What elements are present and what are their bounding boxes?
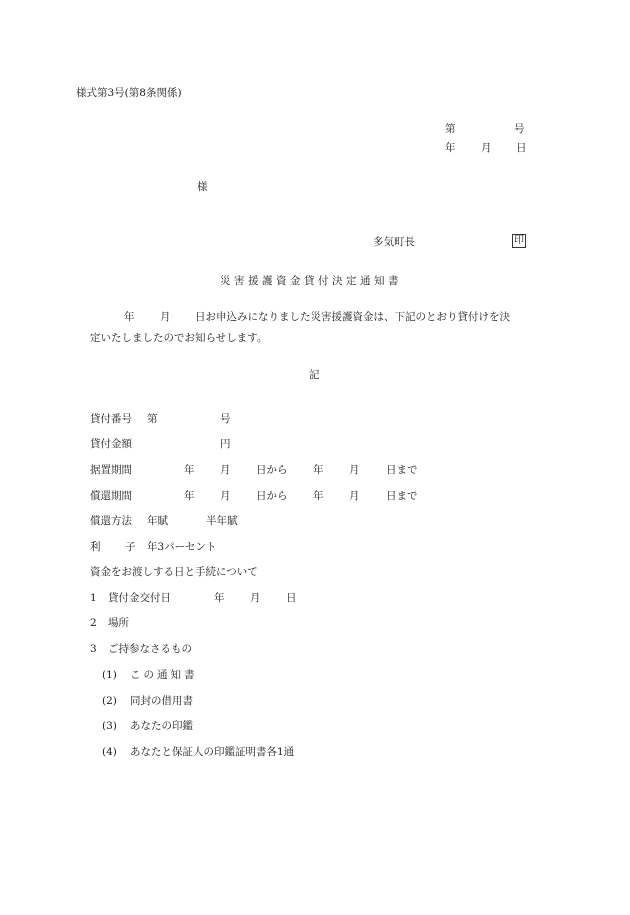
repay-until-year: 年 xyxy=(313,490,324,502)
seal-box xyxy=(512,234,526,248)
bring-item-text: あなたの印鑑 xyxy=(130,720,193,732)
loan-number-label: 貸付番号 xyxy=(90,413,132,425)
body-month: 月 xyxy=(160,311,171,323)
doc-number-suffix: 号 xyxy=(514,123,525,135)
bring-item-text: 同封の借用書 xyxy=(130,695,193,707)
procedure-heading: 資金をお渡しする日と手続について xyxy=(90,566,258,578)
loan-number-prefix: 第 xyxy=(147,413,158,425)
repay-method-label: 償還方法 xyxy=(90,515,132,527)
addressee-suffix: 様 xyxy=(197,181,208,193)
interest-value: 年3パーセント xyxy=(147,541,217,553)
loan-amount-label: 貸付金額 xyxy=(90,438,132,450)
form-label: 様式第3号(第8条関係) xyxy=(76,87,182,99)
date-month: 月 xyxy=(481,142,492,154)
grace-from-year: 年 xyxy=(184,464,195,476)
bring-item-number: (2) xyxy=(102,695,117,707)
delivery-month: 月 xyxy=(250,592,261,604)
grace-until-year: 年 xyxy=(313,464,324,476)
procedure-label-2: 場所 xyxy=(108,617,129,629)
procedure-number-3: 3 xyxy=(90,643,97,655)
grace-period-label: 据置期間 xyxy=(90,464,132,476)
bring-item-text: あなたと保証人の印鑑証明書各1通 xyxy=(130,746,295,758)
grace-from-day: 日から xyxy=(256,464,288,476)
interest-label-1: 利 xyxy=(90,541,101,553)
repay-from-year: 年 xyxy=(184,490,195,502)
repay-period-label: 償還期間 xyxy=(90,490,132,502)
body-line2: 定いたしましたのでお知らせします。 xyxy=(90,332,268,344)
bring-item-number: (3) xyxy=(102,720,117,732)
issuer-name: 多気町長 xyxy=(373,236,415,248)
procedure-number-1: 1 xyxy=(90,592,97,604)
delivery-year: 年 xyxy=(214,592,225,604)
bring-item-text: この通知書 xyxy=(130,669,198,681)
repay-from-day: 日から xyxy=(256,490,288,502)
procedure-label-1: 貸付金交付日 xyxy=(108,592,171,604)
ki-heading: 記 xyxy=(309,369,320,381)
grace-until-day: 日まで xyxy=(386,464,418,476)
loan-amount-unit: 円 xyxy=(220,438,231,450)
body-line1: 日お申込みになりました災害援護資金は、下記のとおり貸付けを決 xyxy=(195,311,510,323)
repay-until-month: 月 xyxy=(349,490,360,502)
procedure-label-3: ご持参なさるもの xyxy=(108,643,192,655)
document-title: 災害援護資金貸付決定通知書 xyxy=(220,275,402,287)
repay-semiannual: 半年賦 xyxy=(206,515,238,527)
doc-number-prefix: 第 xyxy=(445,123,456,135)
date-year: 年 xyxy=(445,142,456,154)
date-day: 日 xyxy=(516,142,527,154)
grace-from-month: 月 xyxy=(220,464,231,476)
bring-item-number: (1) xyxy=(102,669,117,681)
interest-label-2: 子 xyxy=(125,541,136,553)
grace-until-month: 月 xyxy=(349,464,360,476)
repay-annual: 年賦 xyxy=(147,515,168,527)
repay-from-month: 月 xyxy=(220,490,231,502)
loan-number-suffix: 号 xyxy=(220,413,231,425)
procedure-number-2: 2 xyxy=(90,617,97,629)
repay-until-day: 日まで xyxy=(386,490,418,502)
bring-item-number: (4) xyxy=(102,746,117,758)
body-year: 年 xyxy=(124,311,135,323)
seal-label: 印 xyxy=(514,235,524,246)
delivery-day: 日 xyxy=(286,592,297,604)
